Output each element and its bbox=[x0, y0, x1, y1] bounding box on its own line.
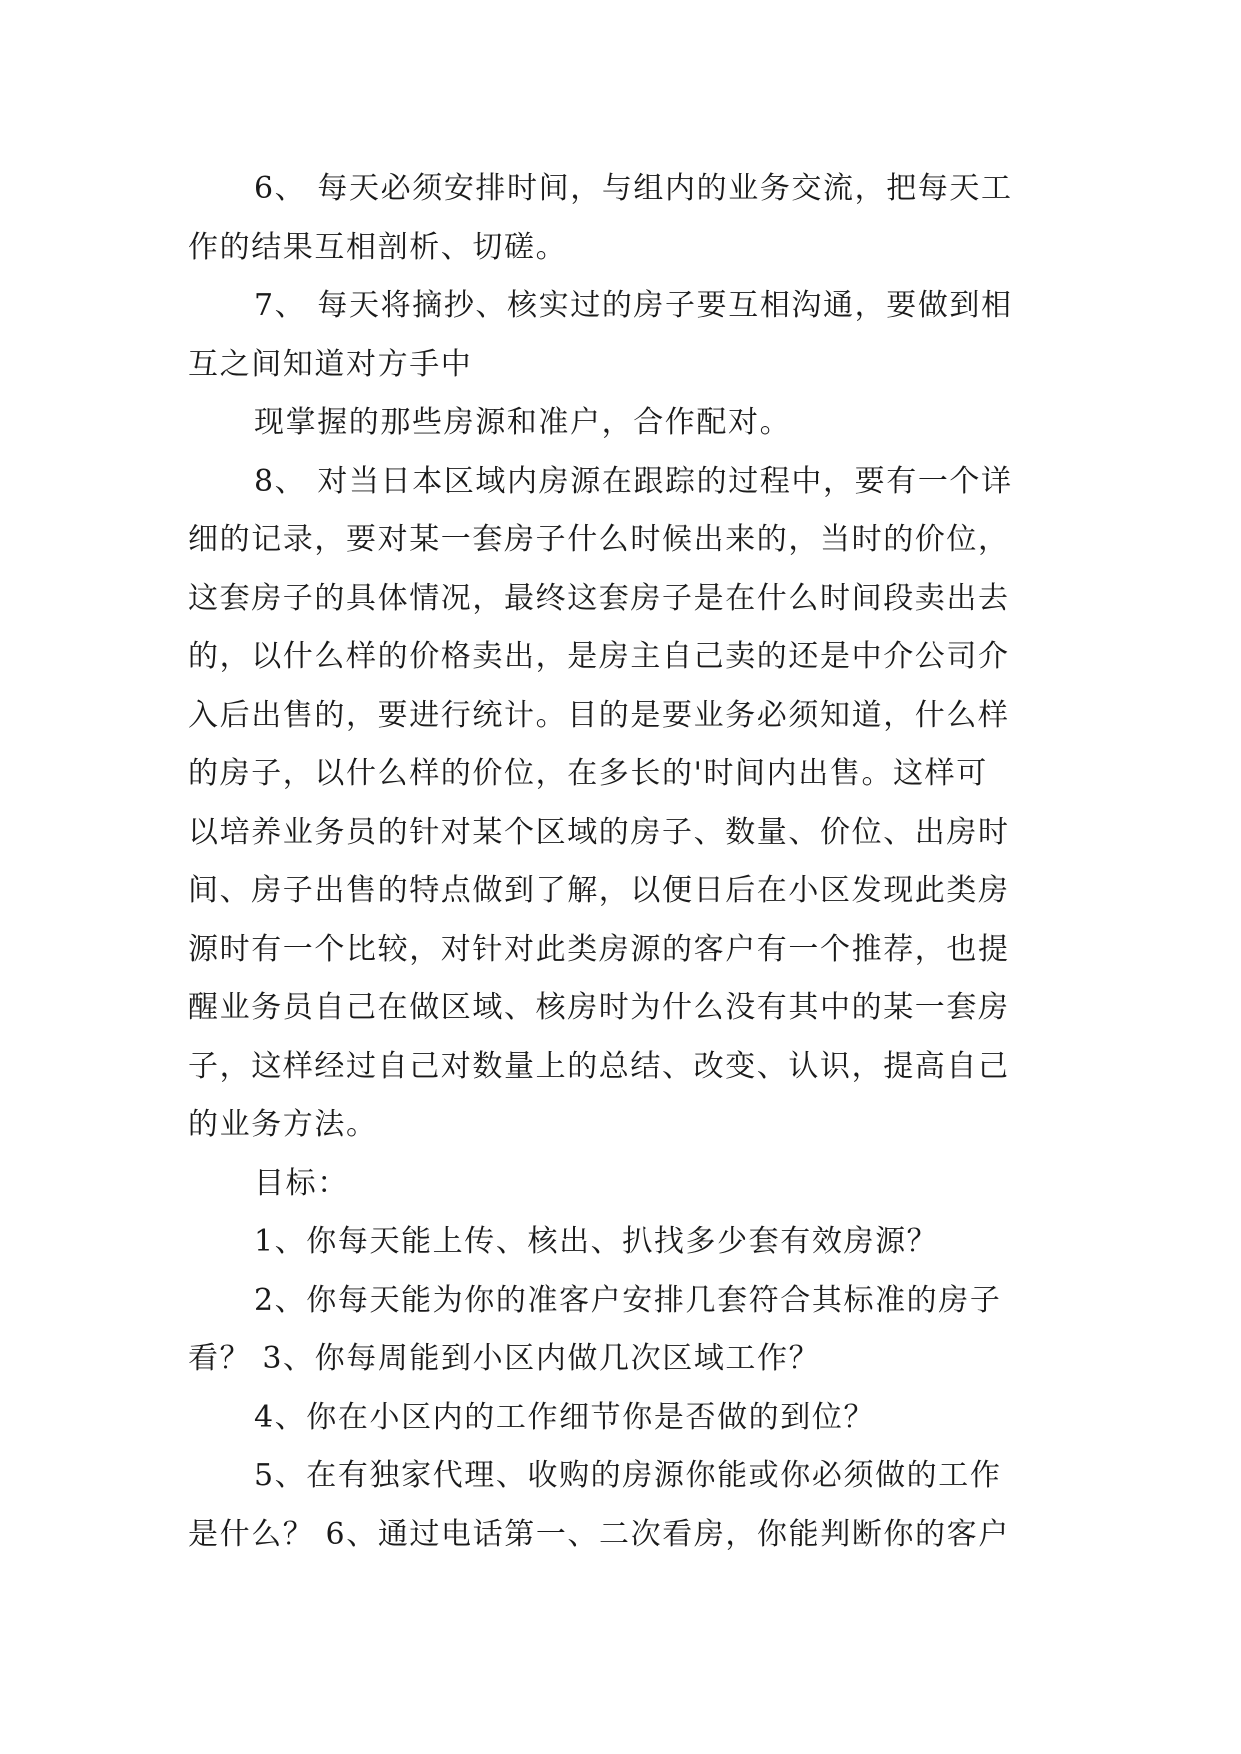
text-line: 间、房子出售的特点做到了解，以便日后在小区发现此类房 bbox=[188, 873, 1010, 908]
text-line: 现掌握的那些房源和准户，合作配对。 bbox=[254, 405, 792, 440]
text-line: 4、你在小区内的工作细节你是否做的到位？ bbox=[254, 1399, 876, 1435]
text-line: 互之间知道对方手中 bbox=[188, 346, 473, 382]
text-line: 的，以什么样的价格卖出，是房主自己卖的还是中介公司介 bbox=[188, 639, 1010, 674]
text-line: 子，这样经过自己对数量上的总结、改变、认识，提高自己 bbox=[188, 1048, 1010, 1084]
text-line: 以培养业务员的针对某个区域的房子、数量、价位、出房时 bbox=[188, 814, 1010, 850]
text-line: 是什么？ 6、通过电话第一、二次看房，你能判断你的客户 bbox=[188, 1516, 1010, 1552]
text-line: 1、你每天能上传、核出、扒找多少套有效房源？ bbox=[254, 1224, 939, 1259]
text-line: 2、你每天能为你的准客户安排几套符合其标准的房子 bbox=[254, 1282, 1002, 1318]
text-line: 这套房子的具体情况，最终这套房子是在什么时间段卖出去 bbox=[188, 580, 1010, 616]
document-page bbox=[188, 160, 1054, 1564]
text-line: 的业务方法。 bbox=[188, 1107, 378, 1142]
text-line: 5、在有独家代理、收购的房源你能或你必须做的工作 bbox=[254, 1458, 1002, 1493]
text-line: 看？ 3、你每周能到小区内做几次区域工作？ bbox=[188, 1341, 821, 1376]
text-line: 7、 每天将摘抄、核实过的房子要互相沟通，要做到相 bbox=[254, 288, 1013, 323]
text-line: 细的记录，要对某一套房子什么时候出来的，当时的价位， bbox=[188, 522, 1010, 557]
text-line: 的房子，以什么样的价位，在多长的'时间内出售。这样可 bbox=[188, 756, 988, 791]
text-line: 入后出售的，要进行统计。目的是要业务必须知道，什么样 bbox=[188, 697, 1010, 733]
text-line: 源时有一个比较，对针对此类房源的客户有一个推荐，也提 bbox=[188, 931, 1010, 967]
text-line: 6、 每天必须安排时间，与组内的业务交流，把每天工 bbox=[254, 171, 1013, 206]
text-line: 8、 对当日本区域内房源在跟踪的过程中，要有一个详 bbox=[254, 463, 1013, 499]
text-line: 作的结果互相剖析、切磋。 bbox=[188, 229, 568, 265]
text-line: 醒业务员自己在做区域、核房时为什么没有其中的某一套房 bbox=[188, 990, 1010, 1025]
text-line: 目标： bbox=[254, 1165, 349, 1201]
